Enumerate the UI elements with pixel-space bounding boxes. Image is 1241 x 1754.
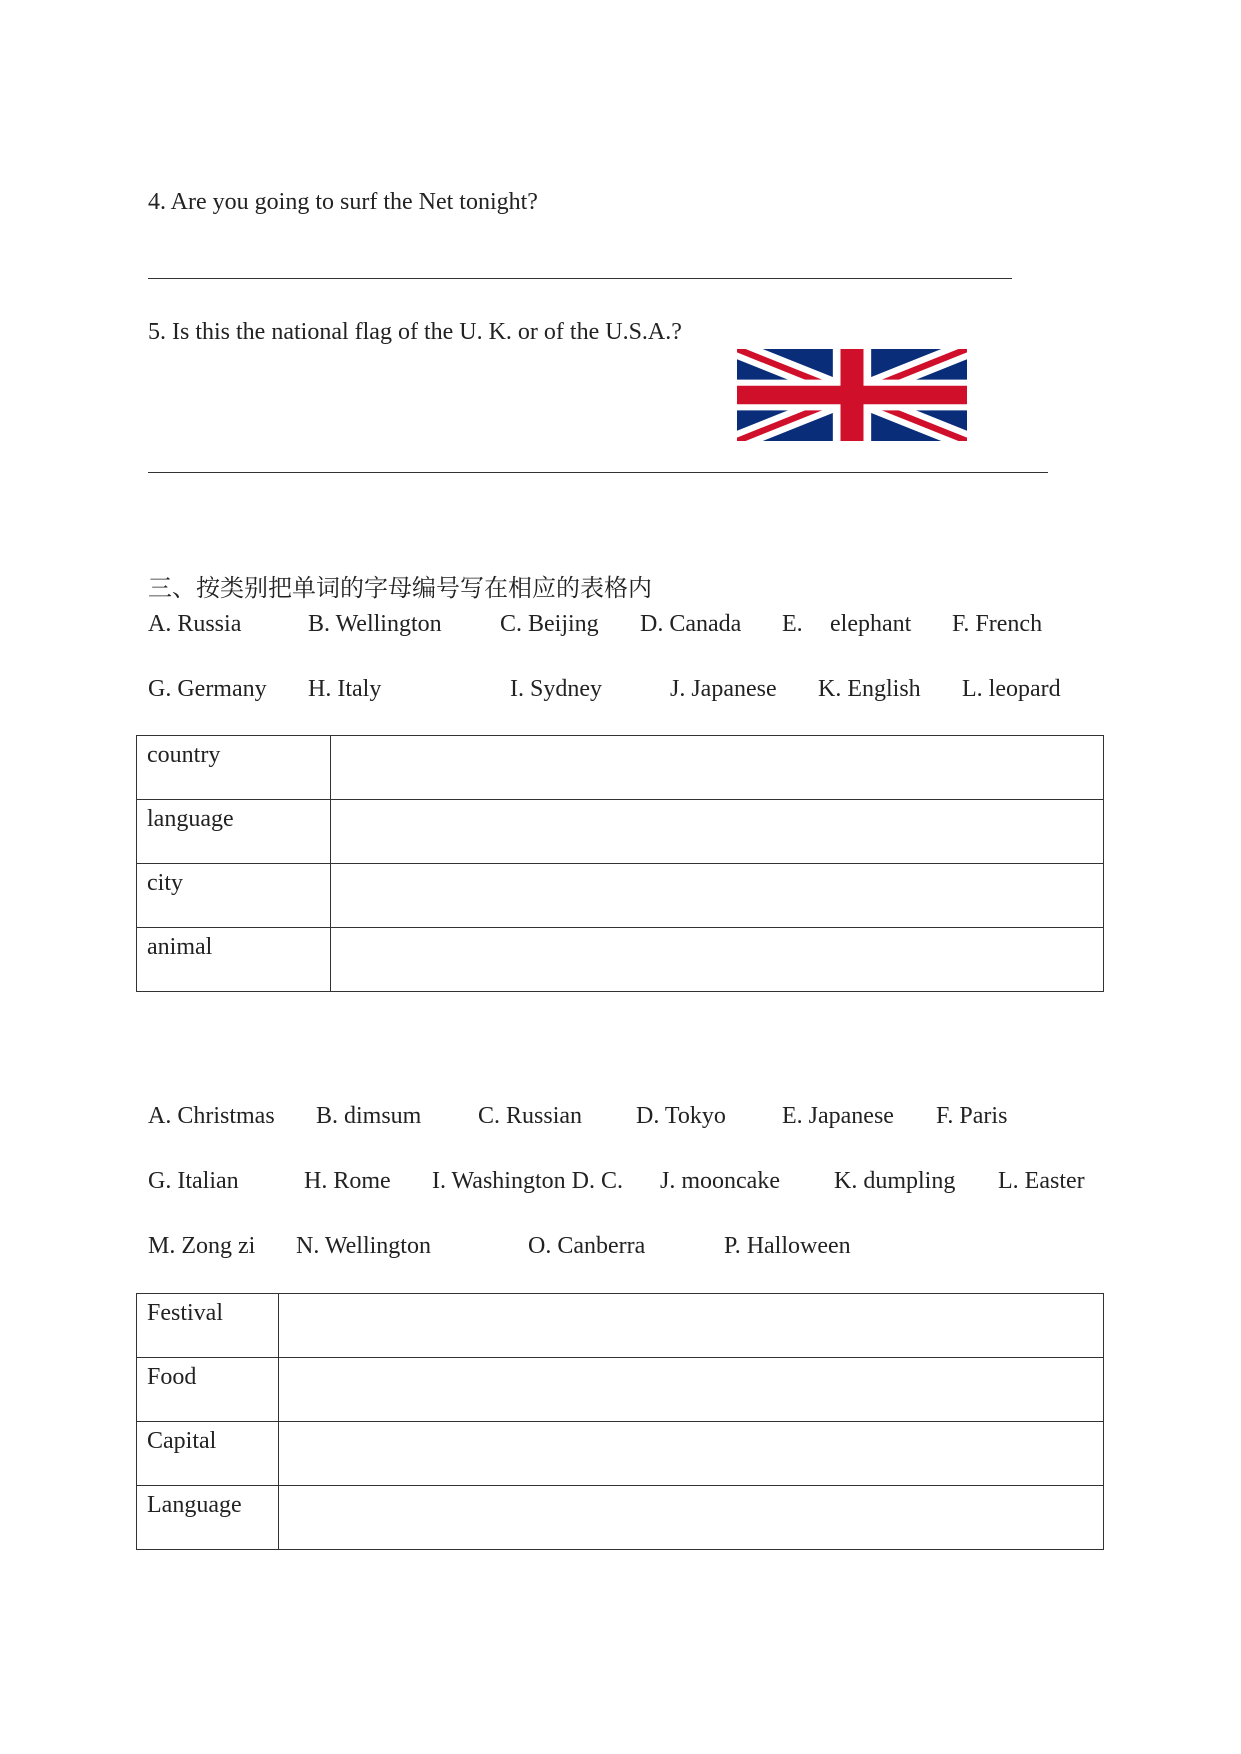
- row-label-language: Language: [137, 1486, 279, 1550]
- word-item: elephant: [830, 611, 912, 637]
- word-item: A. Russia: [148, 611, 242, 637]
- table-row: [137, 1358, 1104, 1422]
- answer-cell-capital[interactable]: [279, 1422, 1104, 1486]
- question-4: 4. Are you going to surf the Net tonight?: [148, 189, 538, 215]
- answer-line-4[interactable]: [148, 278, 1012, 279]
- category-table-1: [136, 735, 1104, 992]
- answer-cell-language[interactable]: [331, 800, 1104, 864]
- row-label-city: city: [137, 864, 331, 928]
- row-label-capital: Capital: [137, 1422, 279, 1486]
- table-row: [137, 864, 1104, 928]
- word-item: F. French: [952, 611, 1043, 637]
- word-item: J. Japanese: [670, 676, 777, 702]
- word-item: B. dimsum: [316, 1103, 422, 1129]
- word-item: L. leopard: [962, 676, 1061, 702]
- union-jack-flag-icon: [737, 349, 967, 441]
- row-label-festival: Festival: [137, 1294, 279, 1358]
- word-item: K. dumpling: [834, 1168, 956, 1194]
- word-item: E. Japanese: [782, 1103, 894, 1129]
- row-label-language: language: [137, 800, 331, 864]
- word-item: D. Canada: [640, 611, 742, 637]
- row-label-country: country: [137, 736, 331, 800]
- word-item: J. mooncake: [660, 1168, 780, 1194]
- word-item: F. Paris: [936, 1103, 1008, 1129]
- table-row: [137, 1294, 1104, 1358]
- answer-cell-festival[interactable]: [279, 1294, 1104, 1358]
- word-item: B. Wellington: [308, 611, 442, 637]
- table-row: [137, 1486, 1104, 1550]
- category-table-2: [136, 1293, 1104, 1550]
- table-row: [137, 736, 1104, 800]
- word-item: K. English: [818, 676, 921, 702]
- word-item: N. Wellington: [296, 1233, 431, 1259]
- answer-cell-animal[interactable]: [331, 928, 1104, 992]
- word-item: G. Germany: [148, 676, 267, 702]
- word-item: H. Rome: [304, 1168, 391, 1194]
- word-item: I. Washington D. C.: [432, 1168, 623, 1194]
- table-row: [137, 1422, 1104, 1486]
- answer-cell-city[interactable]: [331, 864, 1104, 928]
- answer-cell-country[interactable]: [331, 736, 1104, 800]
- word-item: P. Halloween: [724, 1233, 851, 1259]
- section-3-heading: 三、按类别把单词的字母编号写在相应的表格内: [148, 576, 652, 602]
- table-row: [137, 800, 1104, 864]
- word-item: C. Beijing: [500, 611, 599, 637]
- question-5: 5. Is this the national flag of the U. K. or of the U.S.A.?: [148, 319, 682, 345]
- answer-cell-food[interactable]: [279, 1358, 1104, 1422]
- word-item: D. Tokyo: [636, 1103, 726, 1129]
- word-item: O. Canberra: [528, 1233, 646, 1259]
- word-item: G. Italian: [148, 1168, 239, 1194]
- row-label-animal: animal: [137, 928, 331, 992]
- word-item: I. Sydney: [510, 676, 602, 702]
- word-item: C. Russian: [478, 1103, 583, 1129]
- word-item: E.: [782, 611, 803, 637]
- word-item: H. Italy: [308, 676, 382, 702]
- answer-line-5[interactable]: [148, 472, 1048, 473]
- table-row: [137, 928, 1104, 992]
- answer-cell-language[interactable]: [279, 1486, 1104, 1550]
- word-item: M. Zong zi: [148, 1233, 256, 1259]
- word-item: L. Easter: [998, 1168, 1085, 1194]
- word-item: A. Christmas: [148, 1103, 275, 1129]
- row-label-food: Food: [137, 1358, 279, 1422]
